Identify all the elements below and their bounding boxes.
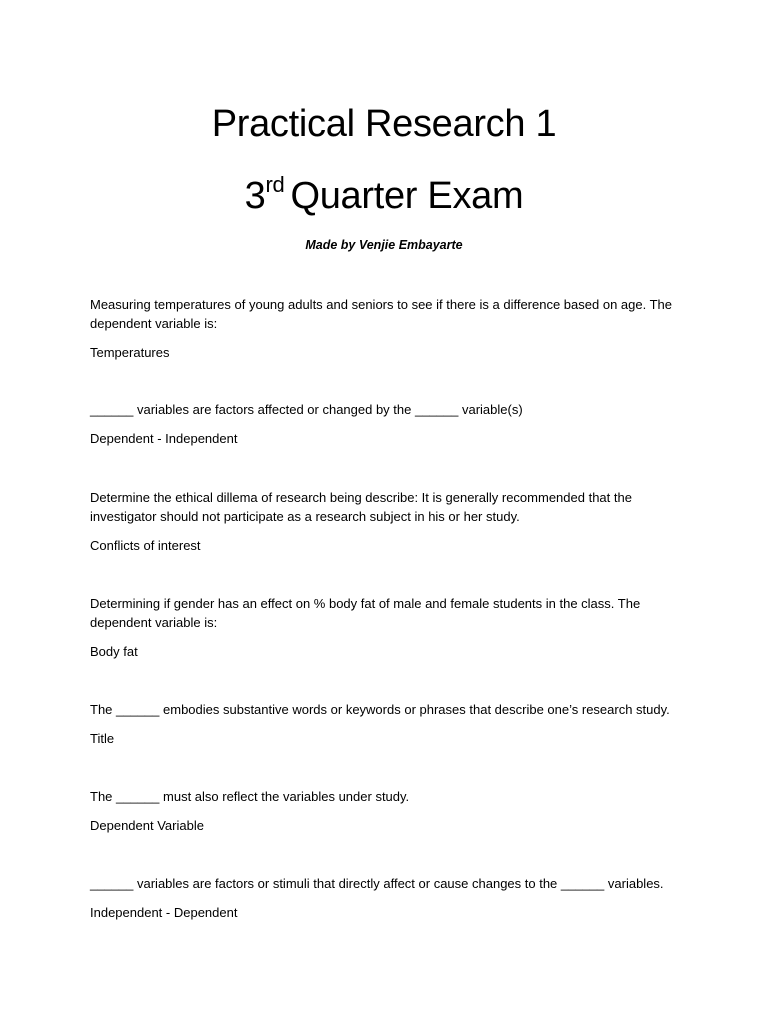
answer-text: Dependent - Independent: [90, 431, 238, 446]
question-item: [90, 488, 680, 555]
question-text: The ______ must also reflect the variables under study.: [90, 789, 410, 804]
question-text: Measuring temperatures of young adults and seniors to see if there is a difference based on age. The dependent variable is:: [90, 297, 672, 331]
subtitle-superscript: rd: [265, 172, 285, 197]
question-item: [90, 400, 680, 448]
question-text: The ______ embodies substantive words or keywords or phrases that describe one’s research study.: [90, 702, 670, 717]
document-title: Practical Research 1: [211, 103, 557, 145]
answer-text: Body fat: [90, 644, 138, 659]
answer-text: Conflicts of interest: [90, 538, 201, 553]
question-text: Determine the ethical dillema of research being describe: It is generally recommended that the investigator should not participate as a research subject in his or her study.: [90, 490, 632, 524]
question-item: [90, 700, 680, 748]
author-line: Made by Venjie Embayarte: [305, 238, 463, 252]
answer-text: Dependent Variable: [90, 818, 204, 833]
answer-text: Independent - Dependent: [90, 905, 238, 920]
question-item: [90, 594, 680, 661]
question-text: ______ variables are factors or stimuli that directly affect or cause changes to the ______ variables.: [90, 876, 664, 891]
question-item: [90, 874, 680, 922]
answer-text: Temperatures: [90, 345, 170, 360]
document-subtitle: [0, 172, 768, 220]
question-text: ______ variables are factors affected or changed by the ______ variable(s): [90, 402, 523, 417]
question-item: [90, 787, 680, 835]
subtitle-number: 3: [244, 175, 266, 217]
question-text: Determining if gender has an effect on % body fat of male and female students in the class. The dependent variable is:: [90, 596, 641, 630]
question-item: [90, 295, 680, 362]
subtitle-text: Quarter Exam: [290, 175, 524, 217]
answer-text: Title: [90, 731, 115, 746]
